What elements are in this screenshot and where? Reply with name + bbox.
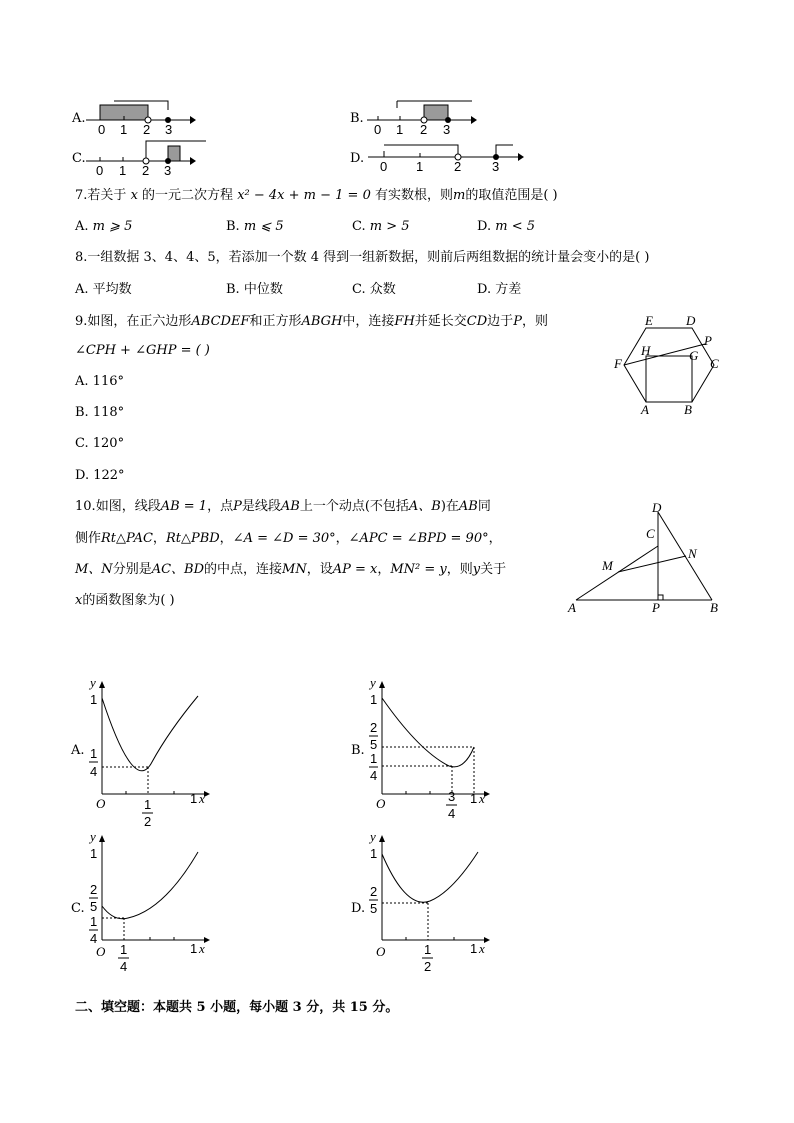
- q10-graph-d: [364, 830, 494, 980]
- svg-text:2: 2: [370, 720, 378, 735]
- q6-option-d-numberline: [368, 137, 518, 177]
- q9-option-a[interactable]: A. 116°: [75, 374, 124, 389]
- svg-text:4: 4: [90, 764, 98, 779]
- q10-graph-c: [84, 830, 214, 980]
- q6-d-tick-2: 2: [454, 159, 462, 174]
- svg-text:1: 1: [144, 797, 152, 812]
- svg-text:O: O: [376, 796, 386, 811]
- svg-text:4: 4: [448, 806, 456, 821]
- q9-figure-hexagon-square: [612, 310, 732, 420]
- svg-text:1: 1: [190, 941, 198, 956]
- svg-text:5: 5: [370, 737, 378, 752]
- svg-text:4: 4: [90, 931, 98, 946]
- svg-text:1: 1: [470, 941, 478, 956]
- svg-text:1: 1: [424, 942, 432, 957]
- q6-c-tick-2: 2: [142, 163, 150, 178]
- svg-text:C: C: [710, 356, 719, 371]
- q6-option-a-label[interactable]: A.: [72, 111, 86, 126]
- svg-text:4: 4: [370, 768, 378, 783]
- q6-option-a-numberline: [86, 96, 196, 136]
- q8-stem: 8.一组数据 3、4、4、5，若添加一个数 4 得到一组新数据，则前后两组数据的统计量会变小的是( ): [75, 250, 650, 265]
- svg-text:x: x: [199, 941, 205, 956]
- q6-c-tick-3: 3: [164, 163, 172, 178]
- svg-text:2: 2: [370, 884, 378, 899]
- svg-text:A: A: [641, 402, 649, 417]
- svg-text:B: B: [684, 402, 692, 417]
- svg-text:1: 1: [90, 746, 98, 761]
- q8-option-a[interactable]: A. 平均数: [75, 282, 132, 297]
- q6-option-b-label[interactable]: B.: [350, 111, 364, 126]
- q6-a-tick-2: 2: [143, 122, 151, 137]
- q6-c-tick-0: 0: [96, 163, 104, 178]
- svg-text:x: x: [199, 791, 205, 806]
- q6-a-tick-3: 3: [165, 122, 173, 137]
- svg-text:H: H: [641, 343, 651, 358]
- svg-text:1: 1: [120, 942, 128, 957]
- svg-text:B: B: [710, 600, 718, 615]
- svg-text:O: O: [96, 796, 106, 811]
- svg-text:2: 2: [90, 882, 98, 897]
- svg-text:1: 1: [370, 751, 378, 766]
- q6-option-d-label[interactable]: D.: [350, 151, 365, 166]
- svg-text:2: 2: [144, 814, 152, 829]
- q6-b-tick-2: 2: [420, 122, 428, 137]
- q7-option-a[interactable]: A. m ⩾ 5: [75, 219, 133, 234]
- q10-graph-c-label[interactable]: C.: [71, 901, 85, 916]
- q6-d-tick-0: 0: [380, 159, 388, 174]
- svg-text:5: 5: [90, 899, 98, 914]
- q10-graph-a-label[interactable]: A.: [71, 743, 85, 758]
- svg-text:N: N: [688, 546, 697, 561]
- svg-text:1: 1: [90, 914, 98, 929]
- section-2-title: 二、填空题：本题共 5 小题，每小题 3 分，共 15 分。: [75, 1000, 399, 1015]
- q6-d-tick-1: 1: [416, 159, 424, 174]
- svg-text:1: 1: [370, 846, 378, 861]
- svg-text:A: A: [568, 600, 576, 615]
- svg-text:C: C: [646, 526, 655, 541]
- svg-text:1: 1: [470, 791, 478, 806]
- q9-option-b[interactable]: B. 118°: [75, 405, 125, 420]
- svg-text:1: 1: [90, 846, 98, 861]
- q9-stem-line1: 9.如图，在正六边形ABCDEF和正方形ABGH中，连接FH并延长交CD边于P，则: [75, 314, 548, 329]
- q6-a-tick-1: 1: [120, 122, 128, 137]
- q10-graph-b: [364, 676, 494, 826]
- q10-stem-line2: 侧作Rt△PAC，Rt△PBD，∠A = ∠D = 30°，∠APC = ∠BPD = 90°，: [75, 531, 502, 546]
- svg-text:4: 4: [120, 959, 128, 974]
- svg-text:1: 1: [370, 692, 378, 707]
- svg-text:P: P: [704, 333, 712, 348]
- q10-graph-b-label[interactable]: B.: [351, 743, 365, 758]
- svg-text:E: E: [645, 313, 653, 328]
- svg-text:y: y: [90, 829, 96, 844]
- svg-text:x: x: [479, 941, 485, 956]
- q9-option-c[interactable]: C. 120°: [75, 436, 125, 451]
- q6-b-tick-1: 1: [396, 122, 404, 137]
- q6-option-b-numberline: [367, 96, 477, 136]
- svg-text:y: y: [370, 829, 376, 844]
- svg-text:1: 1: [90, 692, 98, 707]
- q6-b-tick-3: 3: [443, 122, 451, 137]
- svg-text:O: O: [96, 944, 106, 959]
- svg-text:y: y: [90, 675, 96, 690]
- q7-stem: 7.若关于 x 的一元二次方程 x² − 4x + m − 1 = 0 有实数根，则m的取值范围是( ): [75, 188, 558, 203]
- q9-option-d[interactable]: D. 122°: [75, 468, 125, 483]
- q10-graph-d-label[interactable]: D.: [351, 901, 366, 916]
- q8-option-b[interactable]: B. 中位数: [226, 282, 283, 297]
- q7-option-b[interactable]: B. m ⩽ 5: [226, 219, 284, 234]
- q6-b-tick-0: 0: [374, 122, 382, 137]
- q6-a-tick-0: 0: [98, 122, 106, 137]
- q6-option-c-label[interactable]: C.: [72, 151, 86, 166]
- q10-figure-triangles: [566, 500, 726, 620]
- svg-text:G: G: [689, 348, 699, 363]
- q10-stem-line4: x的函数图象为( ): [75, 593, 175, 608]
- q8-option-c[interactable]: C. 众数: [352, 282, 396, 297]
- q9-stem-line2: ∠CPH + ∠GHP = ( ): [75, 343, 210, 358]
- svg-text:D: D: [686, 313, 696, 328]
- svg-text:1: 1: [190, 791, 198, 806]
- q6-c-tick-1: 1: [119, 163, 127, 178]
- q10-graph-a: [84, 675, 214, 829]
- q6-d-tick-3: 3: [492, 159, 500, 174]
- svg-text:O: O: [376, 944, 386, 959]
- svg-text:3: 3: [448, 789, 456, 804]
- svg-text:P: P: [652, 600, 660, 615]
- svg-text:F: F: [614, 356, 622, 371]
- svg-text:y: y: [370, 675, 376, 690]
- q7-option-c[interactable]: C. m > 5: [352, 219, 410, 234]
- svg-text:2: 2: [424, 959, 432, 974]
- q7-option-d[interactable]: D. m < 5: [477, 219, 535, 234]
- q7-equation: x² − 4x + m − 1 = 0: [237, 188, 371, 203]
- svg-text:D: D: [652, 500, 662, 515]
- svg-text:M: M: [602, 558, 613, 573]
- q6-option-c-numberline: [86, 137, 211, 177]
- svg-text:5: 5: [370, 901, 378, 916]
- q10-stem-line3: M、N分别是AC、BD的中点，连接MN，设AP = x，MN² = y，则y关于: [75, 562, 507, 577]
- q10-stem-line1: 10.如图，线段AB = 1，点P是线段AB上一个动点(不包括A、B)在AB同: [75, 499, 491, 514]
- q8-option-d[interactable]: D. 方差: [477, 282, 522, 297]
- svg-text:x: x: [479, 791, 485, 806]
